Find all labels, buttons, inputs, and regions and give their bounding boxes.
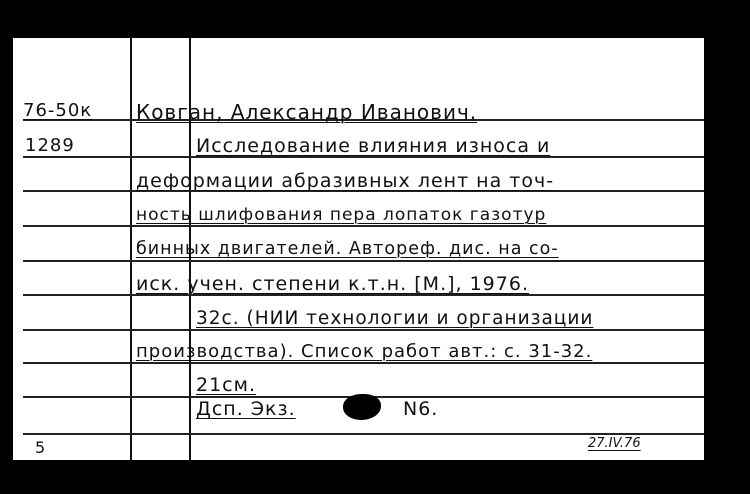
- rule-7: [23, 329, 704, 331]
- title-line-4: бинных двигателей. Автореф. дис. на со-: [136, 239, 559, 259]
- rule-5: [23, 260, 704, 262]
- catalog-card: [13, 38, 704, 460]
- copy-number: N6.: [403, 398, 439, 420]
- author-line: Ковган, Александр Иванович.: [136, 100, 478, 124]
- title-line-3: ность шлифования пера лопаток газотур: [136, 205, 547, 225]
- imprint-line: иск. учен. степени к.т.н. [М.], 1976.: [136, 273, 529, 295]
- inventory-number: 1289: [25, 135, 75, 156]
- date-note: 27.IV.76: [588, 436, 641, 451]
- margin-note: 5: [35, 438, 47, 457]
- ink-stamp: [343, 394, 381, 420]
- restriction-label: Дсп. Экз.: [196, 398, 296, 420]
- pagination-line: 32с. (НИИ технологии и организации: [196, 308, 594, 329]
- title-line-2: деформации абразивных лент на точ-: [136, 170, 555, 192]
- rule-10: [23, 433, 704, 435]
- series-line: производства). Список работ авт.: с. 31-32.: [136, 341, 593, 362]
- title-line-1: Исследование влияния износа и: [196, 135, 551, 157]
- call-number: 76-50к: [23, 100, 93, 121]
- rule-4: [23, 225, 704, 227]
- size-line: 21см.: [196, 374, 256, 396]
- rule-8: [23, 362, 704, 364]
